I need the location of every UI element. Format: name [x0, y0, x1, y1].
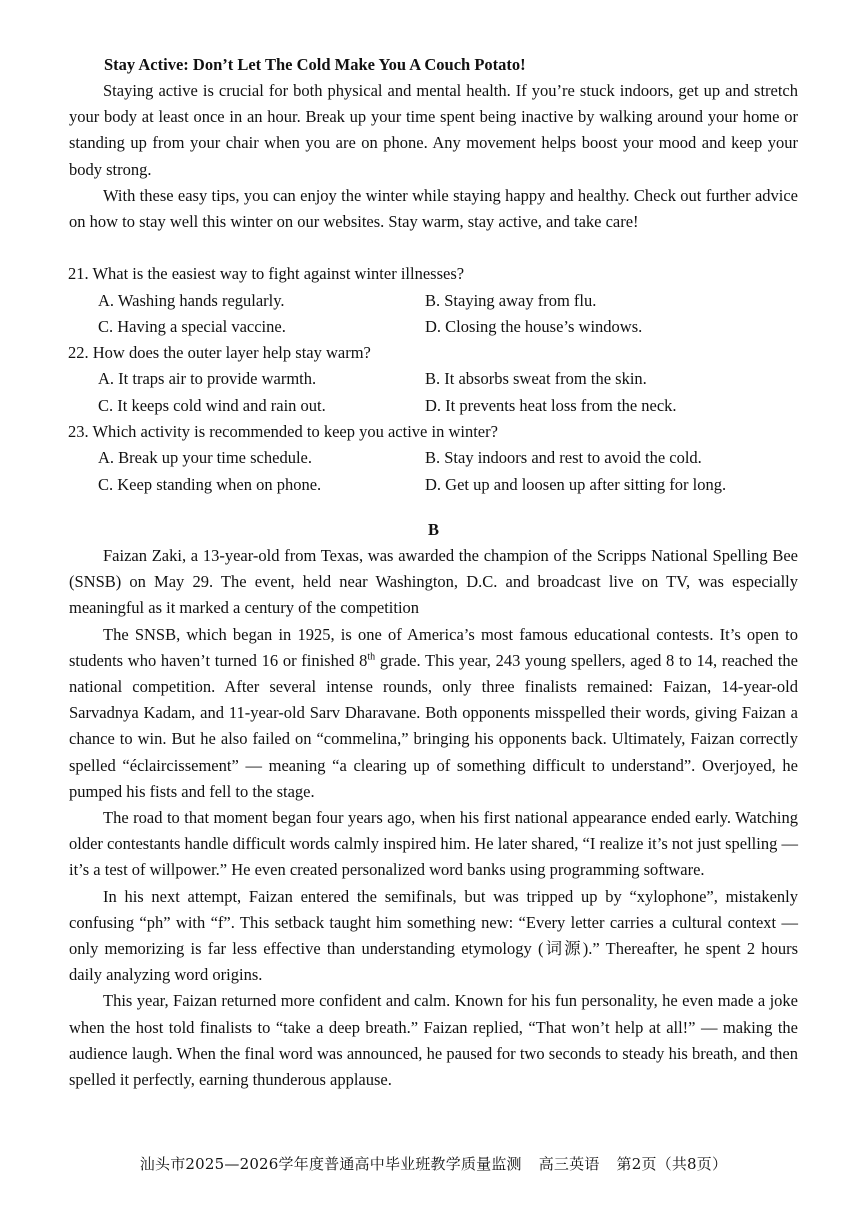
exam-page — [69, 52, 798, 1093]
option-d: D. It prevents heat loss from the neck. — [425, 395, 677, 415]
question-21 — [69, 261, 798, 340]
option-c: C. It keeps cold wind and rain out. — [98, 395, 326, 415]
footer-exam-title: 汕头市2025—2026学年度普通高中毕业班教学质量监测 — [139, 1155, 522, 1173]
section-label-b: B — [427, 519, 439, 539]
option-c: C. Keep standing when on phone. — [98, 474, 322, 494]
superscript-th: th — [367, 651, 376, 663]
paragraph-snsb — [69, 622, 798, 805]
option-b: B. Stay indoors and rest to avoid the cold. — [425, 448, 702, 468]
paragraph-snsb-text-2: grade. This year, 243 young spellers, aged 8 to 14, reached the national competition. After several intense rounds, only three finalists remained: Faizan, 14-year-old Sarvadnya Kadam, and 11-year-old Sarv Dharavane. Both opponents misspelled their words, giving Faizan a chance to win. But he also failed on “commelina,” bringing his opponents back. Ultimately, Faizan correctly spelled “éclaircissement” — meaning “a clearing up of something difficult to understand”. Overjoyed, he pumped his fists and fell to the stage. — [69, 650, 798, 801]
paragraph-road: The road to that moment began four years ago, when his first national appearance ended early. Watching older contestants handle difficult words calmly inspired him. He later shared, “I realize it’s not just spelling — it’s a test of willpower.” He even created personalized word banks using programming software. — [69, 807, 798, 880]
option-a: A. Washing hands regularly. — [98, 290, 285, 310]
option-c: C. Having a special vaccine. — [98, 316, 286, 336]
paragraph-stay-active: Staying active is crucial for both physical and mental health. If you’re stuck indoors, get up and stretch your body at least once in an hour. Break up your time spent being inactive by walking around your home or standing up from your chair when you are on phone. Any movement helps boost your mood and keep your body strong. — [69, 81, 798, 179]
footer-page-number: 第2页（共8页） — [616, 1155, 728, 1173]
question-22 — [69, 340, 798, 419]
page-footer — [0, 1153, 867, 1174]
option-b: B. It absorbs sweat from the skin. — [425, 369, 647, 389]
question-stem: 22. How does the outer layer help stay warm? — [68, 343, 371, 363]
question-stem: 23. Which activity is recommended to keep you active in winter? — [68, 422, 498, 441]
option-d: D. Get up and loosen up after sitting for long. — [425, 474, 727, 494]
footer-subject: 高三英语 — [538, 1155, 600, 1173]
question-23 — [69, 419, 798, 498]
paragraph-this-year: This year, Faizan returned more confident and calm. Known for his fun personality, he even made a joke when the host told finalists to “take a deep breath.” Faizan replied, “That won’t help at all!” — making the audience laugh. When the final word was announced, he paused for two seconds to steady his breath, and then spelled it perfectly, earning thunderous applause. — [69, 991, 798, 1089]
paragraph-snsb-text-1: The SNSB, which began in 1925, is one of America’s most famous educational contests. It’s open to students who haven’t turned 16 or finished 8 — [69, 624, 798, 670]
option-a: A. Break up your time schedule. — [98, 448, 312, 468]
section-heading: Stay Active: Don’t Let The Cold Make You A Couch Potato! — [104, 55, 526, 74]
paragraph-next-attempt: In his next attempt, Faizan entered the semifinals, but was tripped up by “xylophone”, mistakenly confusing “ph” with “f”. This setback taught him something new: “Every letter carries a cultural context — only memorizing is far less effective than understanding etymology (词源).” Thereafter, he spent 2 hours daily analyzing word origins. — [69, 886, 798, 985]
paragraph-tips: With these easy tips, you can enjoy the winter while staying happy and healthy. Check out further advice on how to stay well this winter on our websites. Stay warm, stay active, and take care! — [69, 185, 798, 232]
paragraph-faizan-intro: Faizan Zaki, a 13-year-old from Texas, was awarded the champion of the Scripps National Spelling Bee (SNSB) on May 29. The event, held near Washington, D.C. and broadcast live on TV, was especially meaningful as it marked a century of the competition — [69, 545, 798, 618]
question-stem: 21. What is the easiest way to fight against winter illnesses? — [68, 264, 465, 284]
option-a: A. It traps air to provide warmth. — [98, 369, 317, 389]
option-b: B. Staying away from flu. — [425, 290, 597, 310]
option-d: D. Closing the house’s windows. — [425, 316, 643, 336]
